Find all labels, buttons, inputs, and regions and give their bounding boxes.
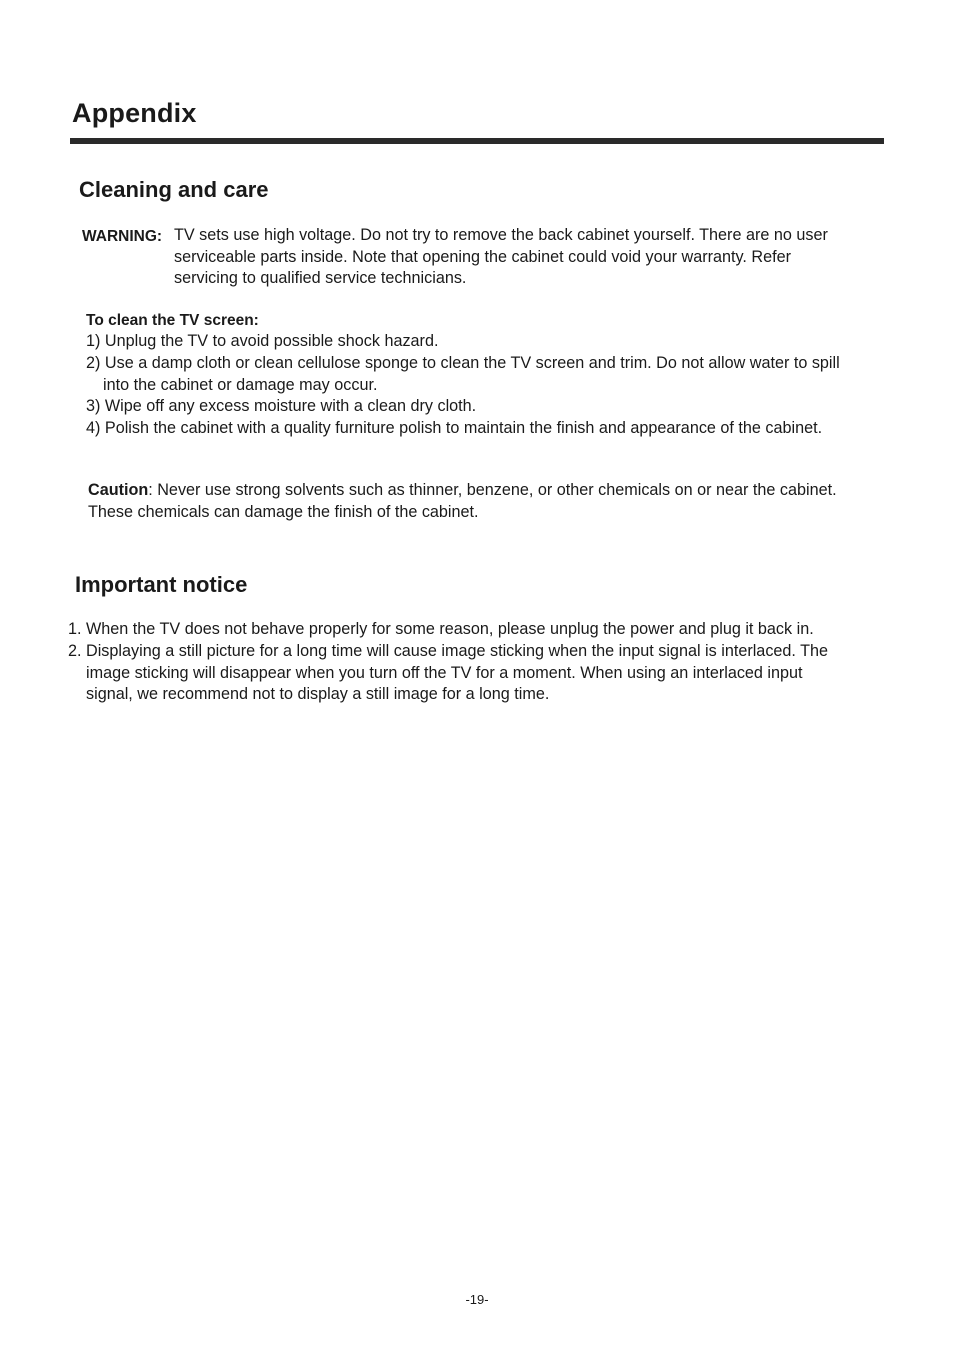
step-text: Wipe off any excess moisture with a clean dry cloth. (104, 397, 477, 415)
important-notice-heading: Important notice (75, 572, 248, 597)
cleaning-step (86, 418, 886, 440)
cleaning-step (86, 396, 886, 418)
caution-text-continued: These chemicals can damage the finish of the cabinet. (88, 502, 479, 521)
screen-cleaning-title: To clean the TV screen: (86, 312, 259, 329)
warning-label: WARNING: (82, 228, 163, 245)
notice-number: 1. (68, 620, 82, 638)
title-rule (70, 138, 884, 144)
notice-text-continued: signal, we recommend not to display a still image for a long time. (86, 685, 550, 703)
step-number: 4) (86, 419, 101, 437)
notice-item (68, 641, 888, 706)
step-text: Unplug the TV to avoid possible shock hazard. (104, 332, 439, 350)
notice-item (68, 619, 888, 641)
caution-note (88, 480, 888, 523)
caution-label: Caution (88, 481, 149, 499)
step-text: Use a damp cloth or clean cellulose sponge to clean the TV screen and trim. Do not allow water to spill (104, 354, 840, 372)
caution-text: : Never use strong solvents such as thinner, benzene, or other chemicals on or near the cabinet. (148, 481, 837, 499)
cleaning-step (86, 353, 886, 396)
notice-text: Displaying a still picture for a long time will cause image sticking when the input signal is interlaced. The (86, 642, 829, 660)
warning-line: servicing to qualified service technicians. (174, 269, 467, 287)
warning-line: serviceable parts inside. Note that opening the cabinet could void your warranty. Refer (174, 247, 791, 266)
page-number: -19- (465, 1292, 489, 1307)
cleaning-step (86, 331, 886, 353)
step-number: 2) (86, 354, 101, 372)
step-number: 3) (86, 397, 101, 415)
warning-line: TV sets use high voltage. Do not try to remove the back cabinet yourself. There are no user (174, 226, 828, 244)
notice-text-continued: image sticking will disappear when you turn off the TV for a moment. When using an interlaced input (86, 663, 803, 682)
notice-text: When the TV does not behave properly for some reason, please unplug the power and plug it back in. (86, 620, 814, 638)
cleaning-heading: Cleaning and care (79, 177, 269, 202)
step-text: Polish the cabinet with a quality furniture polish to maintain the finish and appearance of the cabinet. (104, 419, 823, 437)
step-number: 1) (86, 332, 101, 350)
notice-number: 2. (68, 642, 82, 660)
page-title: Appendix (72, 98, 197, 128)
warning-text (174, 225, 874, 290)
step-text-continued: into the cabinet or damage may occur. (103, 375, 378, 394)
